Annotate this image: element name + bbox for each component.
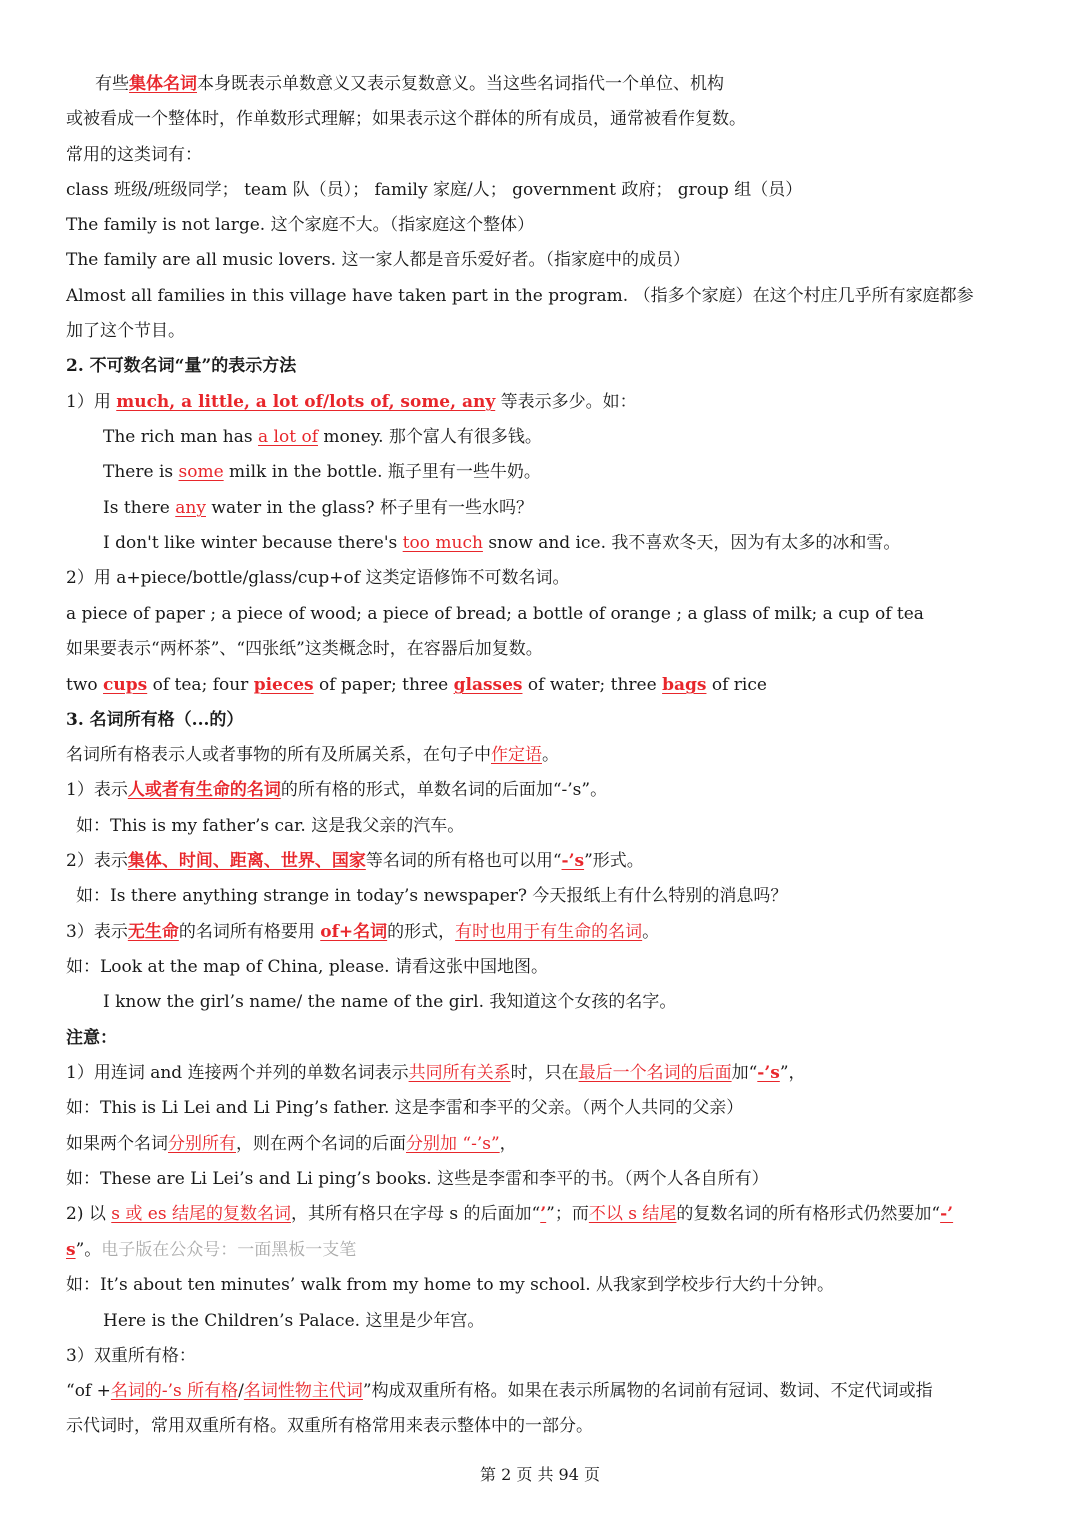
rule-quantity-words: 1）用 much, a little, a lot of/lots of, some, any 等表示多少。如： bbox=[66, 392, 637, 412]
possessive-definition: 名词所有格表示人或者事物的所有及所属关系，在句子中作定语。 bbox=[66, 745, 559, 765]
example-a-lot-of: The rich man has a lot of money. 那个富人有很多钱。 bbox=[103, 427, 542, 447]
example-families-line1: Almost all families in this village have taken part in the program. （指多个家庭）在这个村庄几乎所有家庭都参 bbox=[66, 286, 974, 306]
para-collective-nouns-line2: 或被看成一个整体时，作单数形式理解；如果表示这个群体的所有成员，通常被看作复数。 bbox=[66, 109, 746, 129]
example-joint-father: 如：This is Li Lei and Li Ping’s father. 这是李雷和李平的父亲。（两个人共同的父亲） bbox=[66, 1098, 744, 1118]
double-possessive-rule-line2: 示代词时，常用双重所有格。双重所有格常用来表示整体中的一部分。 bbox=[66, 1416, 593, 1436]
container-examples: a piece of paper ; a piece of wood; a piece of bread; a bottle of orange ; a glass of milk; a cup of tea bbox=[66, 604, 924, 624]
plural-container-examples: two cups of tea; four pieces of paper; three glasses of water; three bags of rice bbox=[66, 675, 767, 695]
example-any: Is there any water in the glass? 杯子里有一些水吗？ bbox=[103, 498, 533, 518]
para-collective-nouns-line1: 有些集体名词本身既表示单数意义又表示复数意义。当这些名词指代一个单位、机构 bbox=[95, 74, 724, 94]
example-too-much: I don't like winter because there's too much snow and ice. 我不喜欢冬天，因为有太多的冰和雪。 bbox=[103, 533, 901, 553]
note-plural-s-possessive-line2: s”。电子版在公众号：一面黑板一支笔 bbox=[66, 1240, 357, 1260]
rule-container-phrase: 2）用 a+piece/bottle/glass/cup+of 这类定语修饰不可数名词。 bbox=[66, 568, 570, 588]
plural-container-note: 如果要表示“两杯茶”、“四张纸”这类概念时，在容器后加复数。 bbox=[66, 639, 543, 659]
example-family-plural: The family are all music lovers. 这一家人都是音乐爱好者。（指家庭中的成员） bbox=[66, 250, 690, 270]
double-possessive-heading: 3）双重所有格： bbox=[66, 1346, 196, 1366]
watermark-text: 电子版在公众号：一面黑板一支笔 bbox=[101, 1240, 357, 1260]
example-family-singular: The family is not large. 这个家庭不大。（指家庭这个整体） bbox=[66, 215, 535, 235]
section-heading-uncountable: 2. 不可数名词“量”的表示方法 bbox=[66, 356, 297, 376]
page-footer: 第 2 页 共 94 页 bbox=[480, 1465, 600, 1484]
note-separate-ownership: 如果两个名词分别所有，则在两个名词的后面分别加 “-’s”， bbox=[66, 1134, 517, 1154]
example-map-of-china: 如：Look at the map of China, please. 请看这张中国地图。 bbox=[66, 957, 548, 977]
example-separate-books: 如：These are Li Lei’s and Li ping’s books. 这些是李雷和李平的书。（两个人各自所有） bbox=[66, 1169, 769, 1189]
example-some: There is some milk in the bottle. 瓶子里有一些牛奶。 bbox=[103, 462, 541, 482]
double-possessive-rule-line1: “of +名词的-’s 所有格/名词性物主代词”构成双重所有格。如果在表示所属物的名词前有冠词、数词、不定代词或指 bbox=[66, 1381, 933, 1401]
collective-word-list: class 班级/班级同学； team 队（员）； family 家庭/人； government 政府； group 组（员） bbox=[66, 180, 803, 200]
rule-animate-possessive: 1）表示人或者有生命的名词的所有格的形式，单数名词的后面加“-’s”。 bbox=[66, 780, 608, 800]
common-words-intro: 常用的这类词有： bbox=[66, 145, 202, 165]
example-todays-newspaper: 如：Is there anything strange in today’s newspaper? 今天报纸上有什么特别的消息吗？ bbox=[76, 886, 788, 906]
example-girls-name: I know the girl’s name/ the name of the girl. 我知道这个女孩的名字。 bbox=[103, 992, 677, 1012]
rule-collective-time-possessive: 2）表示集体、时间、距离、世界、国家等名词的所有格也可以用“-’s”形式。 bbox=[66, 851, 644, 871]
note-plural-s-possessive-line1: 2) 以 s 或 es 结尾的复数名词，其所有格只在字母 s 的后面加“’”；而不以 s 结尾的复数名词的所有格形式仍然要加“-’ bbox=[66, 1204, 954, 1224]
example-families-line2: 加了这个节目。 bbox=[66, 321, 185, 341]
example-fathers-car: 如：This is my father’s car. 这是我父亲的汽车。 bbox=[76, 816, 465, 836]
section-heading-possessive: 3. 名词所有格（...的） bbox=[66, 710, 244, 730]
note-heading: 注意： bbox=[66, 1028, 117, 1048]
highlight-quantity-words: much, a little, a lot of/lots of, some, any bbox=[116, 392, 496, 412]
example-ten-minutes-walk: 如：It’s about ten minutes’ walk from my home to my school. 从我家到学校步行大约十分钟。 bbox=[66, 1275, 835, 1295]
example-childrens-palace: Here is the Children’s Palace. 这里是少年宫。 bbox=[103, 1311, 485, 1331]
note-joint-ownership: 1）用连词 and 连接两个并列的单数名词表示共同所有关系时，只在最后一个名词的后面加“-’s”， bbox=[66, 1063, 806, 1083]
rule-inanimate-possessive: 3）表示无生命的名词所有格要用 of+名词的形式，有时也用于有生命的名词。 bbox=[66, 922, 660, 942]
highlight-collective-nouns: 集体名词 bbox=[129, 74, 197, 94]
